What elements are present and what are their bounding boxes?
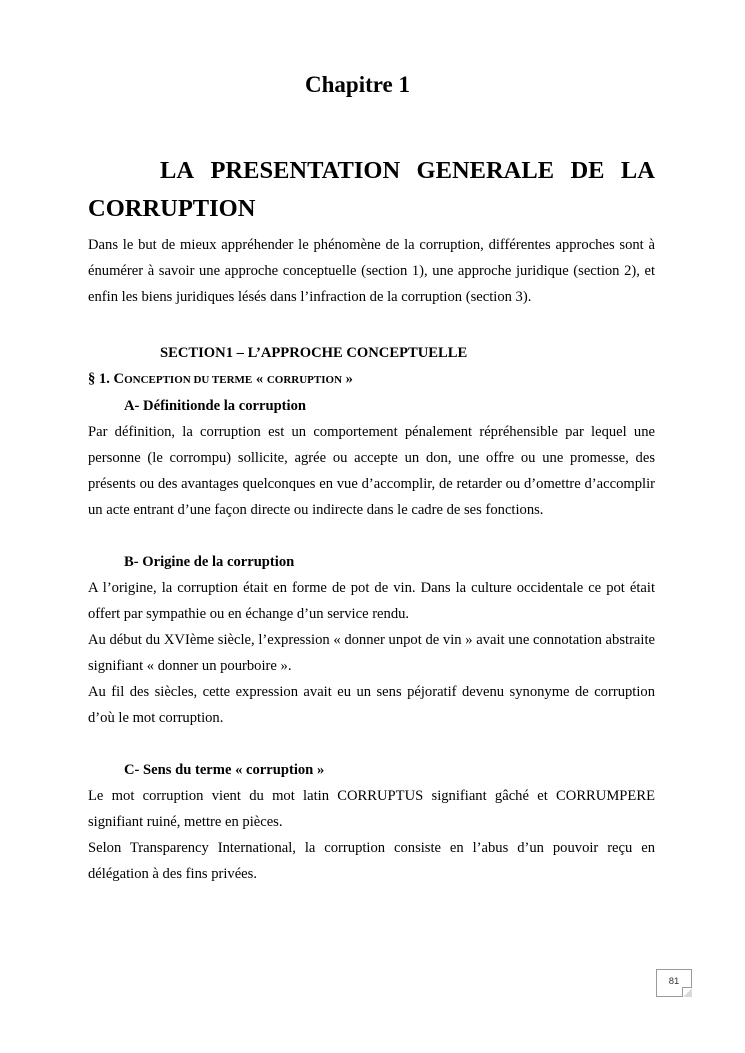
section-heading: SECTION1 – L’APPROCHE CONCEPTUELLE: [160, 345, 468, 361]
main-title: [88, 152, 655, 228]
page-number: 81: [668, 976, 680, 987]
page-number-box: [656, 969, 692, 997]
folded-corner-icon: [682, 987, 692, 997]
chapter-title: Chapitre 1: [305, 72, 410, 97]
main-title-word: LA: [620, 157, 655, 184]
para-smallcaps: ONCEPTION DU TERME: [124, 374, 253, 386]
para-prefix: § 1. C: [88, 371, 125, 387]
subsection-a-text: Par définition, la corruption est un comportement pénalement répréhensible par lequel une personne (le corrompu) sollicite, agrée ou accepte un don, une offre ou une promesse, des présents ou des avantages quelconques en vue d’accomplir, de retarder ou d’omettre d’accomplir un acte entrant d’une façon directe ou indirecte dans le cadre de ses fonctions.: [88, 424, 655, 518]
para-smallcaps-2: CORRUPTION: [266, 374, 343, 386]
main-title-line1: [88, 152, 655, 190]
main-title-word: PRESENTATION: [210, 157, 401, 184]
subsection-b-p1: A l’origine, la corruption était en forme de pot de vin. Dans la culture occidentale ce pot était offert par sympathie ou en échange d’un service rendu.: [88, 580, 655, 622]
subheading-c: C- Sens du terme « corruption »: [124, 762, 325, 778]
para-quote-open: «: [252, 371, 267, 387]
subsection-b-p2: Au début du XVIème siècle, l’expression « donner unpot de vin » avait une connotation abstraite signifiant « donner un pourboire ».: [88, 632, 655, 674]
main-title-line2: CORRUPTION: [88, 195, 256, 222]
subsection-c-p1: Le mot corruption vient du mot latin CORRUPTUS signifiant gâché et CORRUMPERE signifiant ruiné, mettre en pièces.: [88, 788, 655, 830]
main-title-word: LA: [160, 157, 195, 184]
paragraph-heading: [88, 366, 655, 393]
subheading-b: B- Origine de la corruption: [124, 554, 295, 570]
main-title-word: DE: [570, 157, 605, 184]
para-quote-close: »: [342, 371, 353, 387]
spacer: [88, 731, 655, 757]
subheading-a: A- Définitionde la corruption: [124, 398, 307, 414]
document-body: [88, 232, 655, 887]
spacer: [88, 523, 655, 549]
intro-paragraph: Dans le but de mieux appréhender le phénomène de la corruption, différentes approches sont à énumérer à savoir une approche conceptuelle (section 1), une approche juridique (section 2), et enfin les biens juridiques lésés dans l’infraction de la corruption (section 3).: [88, 237, 655, 305]
subsection-c-p2: Selon Transparency International, la corruption consiste en l’abus d’un pouvoir reçu en délégation à des fins privées.: [88, 840, 655, 882]
main-title-word: GENERALE: [416, 157, 555, 184]
spacer: [88, 310, 655, 336]
subsection-b-p3: Au fil des siècles, cette expression avait eu un sens péjoratif devenu synonyme de corruption d’où le mot corruption.: [88, 684, 655, 726]
